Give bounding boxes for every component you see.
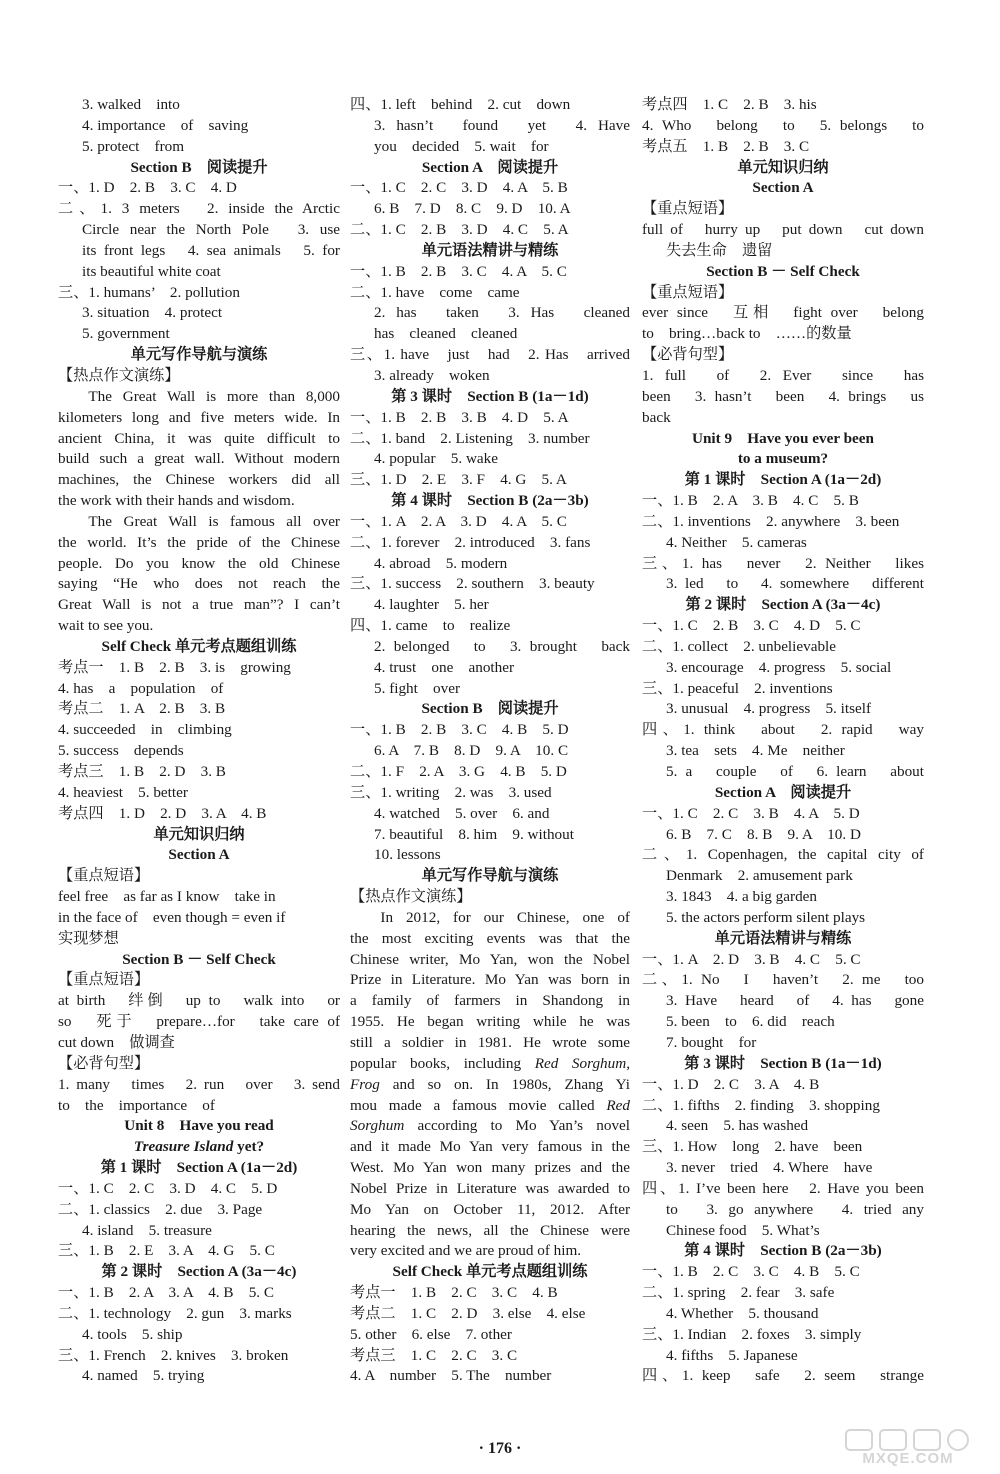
answer-line: 四、1. left behind 2. cut down bbox=[350, 96, 571, 113]
answer-line: 一、1. D 2. C 3. A 4. B bbox=[642, 1075, 820, 1093]
section-heading: 第 2 课时 Section A (3a－4c) bbox=[101, 1263, 297, 1281]
answer-line: 7. beautiful 8. him 9. without bbox=[374, 825, 574, 843]
answer-line: Chinese food 5. What’s bbox=[666, 1221, 820, 1239]
answer-line: 4. watched 5. over 6. and bbox=[374, 804, 550, 822]
answer-column-middle bbox=[350, 95, 630, 1387]
answer-line: 二、1. technology 2. gun 3. marks bbox=[58, 1304, 292, 1322]
answer-line: 二、1. fifths 2. finding 3. shopping bbox=[642, 1096, 880, 1114]
answer-line: still a soldier in 1981. He wrote some bbox=[350, 1033, 630, 1051]
answer-line: its beautiful white coat bbox=[82, 262, 221, 280]
answer-line: very excited and we are proud of him. bbox=[350, 1242, 582, 1260]
answer-line: 3. never tried 4. Where have bbox=[666, 1159, 873, 1177]
watermark-text: MXQE.COM bbox=[862, 1450, 954, 1467]
answer-line: 7. bought for bbox=[666, 1033, 757, 1051]
answer-line: The Great Wall is famous all over bbox=[88, 512, 340, 530]
answer-line: 二、1. have come came bbox=[350, 283, 520, 301]
answer-line: 三、1. writing 2. was 3. used bbox=[350, 783, 552, 801]
page-number: · 176 · bbox=[478, 1440, 522, 1457]
section-heading: Section A bbox=[168, 846, 230, 864]
answer-line: 5. fight over bbox=[374, 679, 461, 697]
answer-line: the work with their hands and wisdom. bbox=[58, 492, 295, 510]
answer-line: Nobel Prize in Literature was awarded to bbox=[350, 1179, 630, 1197]
answer-line: 二、1. 3 meters 2. inside the Arctic bbox=[58, 200, 340, 218]
answer-line: 4. fifths 5. Japanese bbox=[666, 1346, 798, 1364]
section-heading: 单元语法精讲与精练 bbox=[714, 929, 852, 947]
answer-line: 【重点短语】 bbox=[58, 867, 150, 885]
answer-line: 1955. He began writing while he was bbox=[350, 1013, 630, 1031]
answer-line: 二、1. No I haven’t 2. me too bbox=[642, 971, 924, 989]
section-heading: 第 4 课时 Section B (2a－3b) bbox=[684, 1242, 882, 1260]
answer-line: Prize in Literature. Mo Yan was born in bbox=[350, 971, 630, 989]
answer-line: 4. island 5. treasure bbox=[82, 1221, 212, 1239]
answer-line: its front legs 4. sea animals 5. for bbox=[82, 241, 340, 259]
answer-line: to 3. go anywhere 4. tried any bbox=[666, 1200, 924, 1218]
answer-line: 3. hasn’t found yet 4. Have bbox=[374, 116, 630, 134]
section-heading: Self Check 单元考点题组训练 bbox=[101, 637, 297, 655]
section-heading: 单元知识归纳 bbox=[737, 158, 829, 176]
answer-line: 二、1. F 2. A 3. G 4. B 5. D bbox=[350, 763, 567, 780]
answer-line: 4. seen 5. has washed bbox=[666, 1117, 809, 1135]
answer-line: 考点五 1. B 2. B 3. C bbox=[642, 137, 810, 155]
answer-line: 4. laughter 5. her bbox=[374, 596, 489, 614]
section-heading: 单元知识归纳 bbox=[153, 825, 245, 843]
answer-column-right bbox=[642, 95, 924, 1387]
answer-line: 3. unusual 4. progress 5. itself bbox=[666, 700, 872, 718]
answer-line: 三、1. Indian 2. foxes 3. simply bbox=[642, 1325, 862, 1343]
answer-line: 【重点短语】 bbox=[642, 283, 734, 301]
answer-line: in the face of even though = even if bbox=[58, 908, 286, 926]
answer-line: 二、1. classics 2. due 3. Page bbox=[58, 1200, 263, 1218]
answer-line: 四、1. think about 2. rapid way bbox=[642, 721, 924, 739]
answer-line: 4. heaviest 5. better bbox=[58, 783, 188, 801]
answer-line: 一、1. B 2. B 3. C 4. A 5. C bbox=[350, 262, 567, 280]
answer-line: 4. importance of saving bbox=[82, 116, 249, 134]
answer-line: 三、1. has never 2. Neither likes bbox=[642, 554, 924, 572]
answer-line: 四、1. I’ve been here 2. Have you been bbox=[642, 1179, 924, 1197]
section-heading: 单元写作导航与演练 bbox=[421, 867, 559, 885]
answer-line: 【热点作文演练】 bbox=[58, 366, 180, 384]
answer-line: the world. It’s the pride of the Chinese bbox=[58, 533, 340, 551]
answer-line: The Great Wall is more than 8,000 bbox=[88, 387, 340, 405]
answer-line: popular books, including Red Sorghum, bbox=[350, 1054, 630, 1072]
section-heading: Section A bbox=[752, 179, 814, 197]
answer-line: 5. been to 6. did reach bbox=[666, 1013, 835, 1031]
answer-line: 4. Who belong to 5. belongs to bbox=[642, 116, 924, 134]
answer-line: has cleaned cleaned bbox=[374, 325, 518, 343]
answer-line: 考点三 1. B 2. D 3. B bbox=[58, 763, 226, 780]
answer-line: people. Do you know the old Chinese bbox=[58, 554, 340, 572]
answer-line: full of hurry up put down cut down bbox=[642, 221, 924, 239]
answer-line: 一、1. C 2. B 3. C 4. D 5. C bbox=[642, 617, 861, 635]
answer-line: 考点一 1. B 2. B 3. is growing bbox=[58, 658, 291, 676]
answer-line: 2. belonged to 3. brought back bbox=[374, 637, 630, 655]
section-heading: Treasure Island yet? bbox=[133, 1138, 265, 1156]
section-heading: 第 1 课时 Section A (1a－2d) bbox=[100, 1159, 298, 1177]
answer-line: 三、1. French 2. knives 3. broken bbox=[58, 1346, 289, 1364]
answer-line: 一、1. D 2. B 3. C 4. D bbox=[58, 179, 237, 197]
answer-line: 二、1. inventions 2. anywhere 3. been bbox=[642, 512, 900, 530]
answer-line: 三、1. have just had 2. Has arrived bbox=[350, 346, 630, 364]
answer-line: wait to see you. bbox=[58, 617, 154, 635]
section-heading: 第 3 课时 Section B (1a－1d) bbox=[391, 387, 589, 405]
answer-line: 考点二 1. A 2. B 3. B bbox=[58, 700, 226, 718]
section-heading: 第 1 课时 Section A (1a－2d) bbox=[684, 471, 882, 489]
answer-line: 4. has a population of bbox=[58, 679, 224, 697]
answer-line: so 死于 prepare…for take care of bbox=[58, 1013, 340, 1031]
answer-line: kilometers long and five meters wide. In bbox=[58, 408, 340, 426]
answer-line: 6. B 7. D 8. C 9. D 10. A bbox=[374, 200, 571, 218]
section-heading: Unit 8 Have you read bbox=[124, 1117, 274, 1135]
section-heading: Unit 9 Have you ever been bbox=[692, 429, 874, 447]
answer-line: Denmark 2. amusement park bbox=[666, 867, 853, 885]
answer-line: 一、1. A 2. D 3. B 4. C 5. C bbox=[642, 950, 861, 968]
answer-line: 实现梦想 bbox=[58, 929, 119, 947]
answer-line: build such a great wall. Without modern bbox=[58, 450, 340, 468]
section-heading: Section B － Self Check bbox=[122, 950, 276, 968]
answer-line: 2. has taken 3. Has cleaned bbox=[374, 304, 630, 322]
answer-line: 二、1. band 2. Listening 3. number bbox=[350, 429, 590, 447]
section-heading: Section B － Self Check bbox=[706, 262, 860, 280]
answer-line: you decided 5. wait for bbox=[374, 137, 549, 155]
answer-line: 5. a couple of 6. learn about bbox=[666, 763, 924, 780]
answer-line: hearing the news, all the Chinese were bbox=[350, 1221, 630, 1239]
answer-line: been 3. hasn’t been 4. brings us bbox=[642, 387, 924, 405]
section-heading: Section A 阅读提升 bbox=[714, 783, 852, 801]
answer-line: 考点一 1. B 2. C 3. C 4. B bbox=[350, 1284, 558, 1302]
section-heading: to a museum? bbox=[737, 450, 829, 468]
answer-line: Circle near the North Pole 3. use bbox=[82, 221, 340, 239]
answer-line: 【必背句型】 bbox=[58, 1054, 150, 1072]
answer-line: 一、1. C 2. C 3. D 4. C 5. D bbox=[58, 1179, 278, 1197]
answer-line: 考点三 1. C 2. C 3. C bbox=[350, 1346, 518, 1364]
answer-line: 1. many times 2. run over 3. send bbox=[58, 1075, 340, 1093]
answer-line: 考点四 1. D 2. D 3. A 4. B bbox=[58, 804, 267, 822]
answer-line: 【热点作文演练】 bbox=[350, 888, 472, 906]
answer-line: 三、1. D 2. E 3. F 4. G 5. A bbox=[350, 471, 567, 489]
answer-line: In 2012, for our Chinese, one of bbox=[380, 908, 630, 926]
answer-line: 3. encourage 4. progress 5. social bbox=[666, 658, 892, 676]
answer-line: 3. led to 4. somewhere different bbox=[666, 575, 924, 593]
answer-line: 4. popular 5. wake bbox=[374, 450, 498, 468]
section-heading: Section B 阅读提升 bbox=[421, 700, 559, 718]
answer-line: 3. walked into bbox=[82, 96, 180, 113]
answer-column-left bbox=[58, 95, 340, 1387]
answer-line: 3. tea sets 4. Me neither bbox=[666, 742, 845, 760]
answer-line: 三、1. peaceful 2. inventions bbox=[642, 679, 833, 697]
answer-line: 4. Neither 5. cameras bbox=[666, 533, 807, 551]
answer-line: 5. protect from bbox=[82, 137, 185, 155]
section-heading: Self Check 单元考点题组训练 bbox=[392, 1263, 588, 1281]
answer-line: 3. Have heard of 4. has gone bbox=[666, 992, 924, 1010]
answer-line: 四、1. came to realize bbox=[350, 617, 511, 635]
answer-line: 4. named 5. trying bbox=[82, 1367, 205, 1385]
answer-line: 6. B 7. C 8. B 9. A 10. D bbox=[666, 825, 861, 843]
answer-line: 【重点短语】 bbox=[642, 200, 734, 218]
answer-line: ever since 互相 fight over belong bbox=[642, 304, 924, 322]
answer-line: 三、1. B 2. E 3. A 4. G 5. C bbox=[58, 1242, 275, 1260]
answer-line: mou made a famous movie called Red bbox=[350, 1096, 630, 1114]
answer-line: a family of farmers in Shandong in bbox=[350, 992, 630, 1010]
answer-line: 一、1. B 2. A 3. A 4. B 5. C bbox=[58, 1284, 275, 1302]
answer-line: Great Wall is not a true man”? I can’t bbox=[58, 596, 340, 614]
answer-line: Mo Yan on October 11, 2012. After bbox=[350, 1200, 630, 1218]
answer-line: 3. 1843 4. a big garden bbox=[666, 888, 817, 906]
answer-line: 4. Whether 5. thousand bbox=[666, 1304, 819, 1322]
answer-line: 10. lessons bbox=[374, 846, 441, 864]
section-heading: 第 4 课时 Section B (2a－3b) bbox=[391, 492, 589, 510]
answer-line: 考点四 1. C 2. B 3. his bbox=[642, 96, 817, 113]
answer-line: 一、1. A 2. A 3. D 4. A 5. C bbox=[350, 512, 567, 530]
answer-line: Sorghum according to Mo Yan’s novel bbox=[350, 1117, 630, 1135]
answer-line: West. Mo Yan won many prizes and the bbox=[350, 1159, 630, 1177]
answer-line: at birth 绊倒 up to walk into or bbox=[58, 992, 340, 1010]
answer-line: 4. succeeded in climbing bbox=[58, 721, 232, 739]
answer-line: 4. abroad 5. modern bbox=[374, 554, 508, 572]
answer-line: 4. A number 5. The number bbox=[350, 1367, 552, 1385]
answer-line: ancient China, it was quite difficult to bbox=[58, 429, 340, 447]
answer-line: 三、1. success 2. southern 3. beauty bbox=[350, 575, 595, 593]
answer-line: back bbox=[642, 408, 671, 426]
answer-line: 一、1. C 2. C 3. B 4. A 5. D bbox=[642, 804, 860, 822]
answer-line: 失去生命 遗留 bbox=[666, 241, 773, 259]
answer-line: 四、1. keep safe 2. seem strange bbox=[642, 1367, 924, 1385]
section-heading: 第 3 课时 Section B (1a－1d) bbox=[684, 1054, 882, 1072]
answer-line: 4. trust one another bbox=[374, 658, 515, 676]
answer-line: 三、1. How long 2. have been bbox=[642, 1138, 863, 1156]
answer-line: 二、1. forever 2. introduced 3. fans bbox=[350, 533, 591, 551]
section-heading: 单元写作导航与演练 bbox=[130, 346, 268, 364]
section-heading: 第 2 课时 Section A (3a－4c) bbox=[685, 596, 881, 614]
answer-line: 1. full of 2. Ever since has bbox=[642, 366, 924, 384]
answer-line: Chinese writer, Mo Yan, won the Nobel bbox=[350, 950, 630, 968]
answer-line: 考点二 1. C 2. D 3. else 4. else bbox=[350, 1304, 586, 1322]
answer-line: 5. success depends bbox=[58, 742, 184, 760]
answer-line: 一、1. C 2. C 3. D 4. A 5. B bbox=[350, 179, 568, 197]
answer-line: 一、1. B 2. A 3. B 4. C 5. B bbox=[642, 492, 859, 510]
answer-line: 一、1. B 2. B 3. B 4. D 5. A bbox=[350, 408, 569, 426]
answer-line: cut down 做调查 bbox=[58, 1033, 175, 1051]
watermark-logo bbox=[838, 1428, 978, 1468]
answer-line: 【必背句型】 bbox=[642, 346, 734, 364]
answer-line: to the importance of bbox=[58, 1096, 215, 1114]
answer-line: 3. already woken bbox=[374, 366, 490, 384]
answer-line: 3. situation 4. protect bbox=[82, 304, 223, 322]
answer-line: 二、1. Copenhagen, the capital city of bbox=[642, 846, 924, 864]
answer-line: 5. government bbox=[82, 325, 170, 343]
answer-line: 5. the actors perform silent plays bbox=[666, 908, 866, 926]
answer-line: to bring…back to ……的数量 bbox=[642, 325, 852, 343]
answer-line: 二、1. collect 2. unbelievable bbox=[642, 637, 837, 655]
answer-line: 【重点短语】 bbox=[58, 971, 150, 989]
answer-line: Frog and so on. In 1980s, Zhang Yi bbox=[350, 1075, 630, 1093]
section-heading: Section B 阅读提升 bbox=[130, 158, 268, 176]
answer-line: 二、1. spring 2. fear 3. safe bbox=[642, 1284, 835, 1302]
answer-line: 5. other 6. else 7. other bbox=[350, 1325, 512, 1343]
answer-line: 一、1. B 2. C 3. C 4. B 5. C bbox=[642, 1263, 860, 1281]
answer-line: 6. A 7. B 8. D 9. A 10. C bbox=[374, 742, 569, 760]
answer-line: 一、1. B 2. B 3. C 4. B 5. D bbox=[350, 721, 569, 739]
answer-line: 三、1. humans’ 2. pollution bbox=[58, 283, 240, 301]
answer-line: and it made Mo Yan very famous in the bbox=[350, 1138, 630, 1156]
section-heading: Section A 阅读提升 bbox=[421, 158, 559, 176]
answer-line: the most exciting events was that the bbox=[350, 929, 630, 947]
answer-line: 4. tools 5. ship bbox=[82, 1325, 183, 1343]
answer-line: saying “He who does not reach the bbox=[58, 575, 340, 593]
section-heading: 单元语法精讲与精练 bbox=[421, 241, 559, 259]
answer-line: 二、1. C 2. B 3. D 4. C 5. A bbox=[350, 221, 569, 239]
answer-line: machines, the Chinese workers did all bbox=[58, 471, 340, 489]
answer-line: feel free as far as I know take in bbox=[58, 888, 276, 906]
